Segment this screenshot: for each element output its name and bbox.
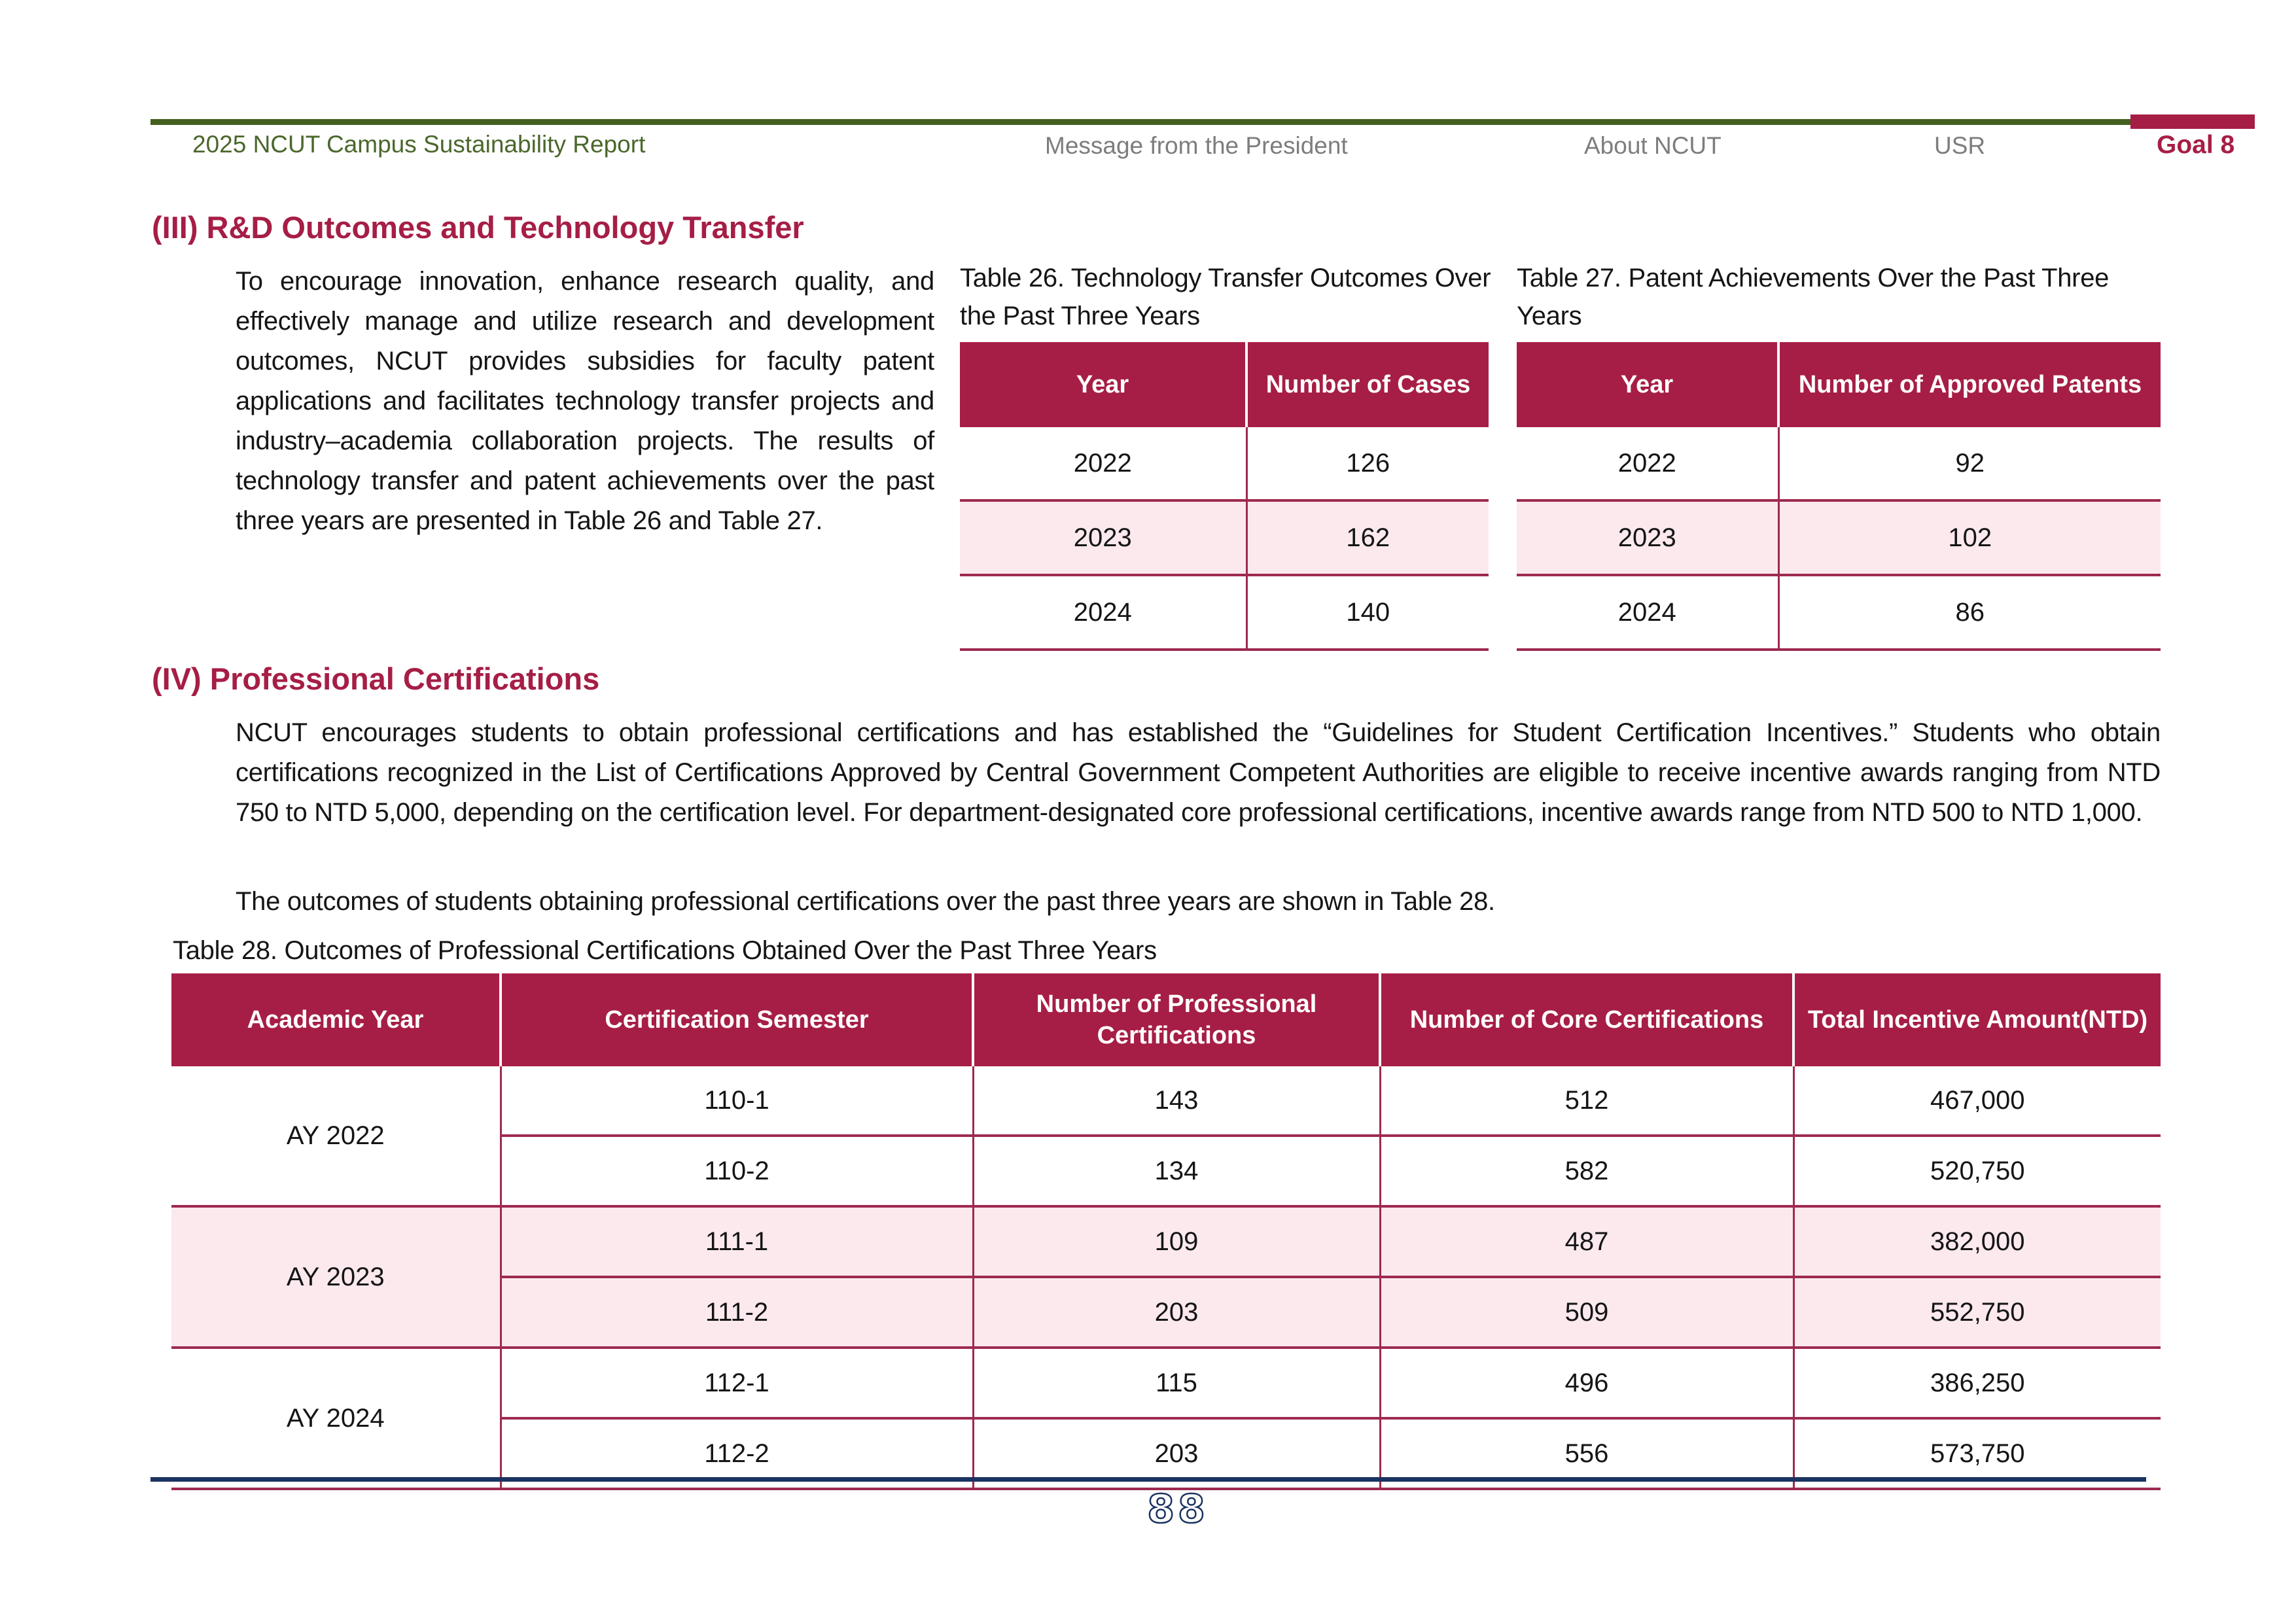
column-header-number-of-cases: Number of Cases: [1246, 342, 1489, 427]
page-number: 88: [1147, 1486, 1209, 1532]
value-cell: 520,750: [1793, 1136, 2161, 1206]
value-cell: 102: [1778, 500, 2161, 575]
value-cell: 556: [1380, 1418, 1793, 1489]
table-26: [960, 342, 1489, 651]
column-header-year: Year: [960, 342, 1246, 427]
table-row: [1517, 500, 2161, 575]
table-header-row: [171, 973, 2161, 1066]
table-row: [960, 500, 1489, 575]
value-cell: 382,000: [1793, 1206, 2161, 1277]
semester-cell: 111-1: [501, 1206, 973, 1277]
column-header-total-incentive: Total Incentive Amount(NTD): [1793, 973, 2161, 1066]
nav-item-message-from-president[interactable]: Message from the President: [1045, 132, 1348, 159]
value-cell: 512: [1380, 1066, 1793, 1136]
table-row: [1517, 427, 2161, 500]
report-title: 2025 NCUT Campus Sustainability Report: [192, 131, 646, 158]
value-cell: 109: [973, 1206, 1380, 1277]
value-cell: 86: [1778, 575, 2161, 650]
table-row: [171, 1206, 2161, 1277]
value-cell: 386,250: [1793, 1348, 2161, 1418]
column-header-professional-certifications: Number of Professional Certifications: [973, 973, 1380, 1066]
value-cell: 92: [1778, 427, 2161, 500]
section-3-paragraph: To encourage innovation, enhance research quality, and effectively manage and utilize research and development outcomes, NCUT provides subsidies for faculty patent applications and facilitates technology transfer projects and industry–academia collaboration projects. The results of technology transfer and patent achievements over the past three years are presented in Table 26 and Table 27.: [236, 267, 934, 535]
value-cell: 162: [1246, 500, 1489, 575]
section-4-paragraph-2: The outcomes of students obtaining professional certifications over the past three years are shown in Table 28.: [236, 887, 1495, 916]
section-3-heading: (III) R&D Outcomes and Technology Transfer: [152, 210, 804, 245]
nav-item-usr[interactable]: USR: [1934, 132, 1986, 159]
column-header-approved-patents: Number of Approved Patents: [1778, 342, 2161, 427]
year-cell: 2022: [1517, 427, 1778, 500]
year-cell: 2024: [1517, 575, 1778, 650]
value-cell: 126: [1246, 427, 1489, 500]
value-cell: 140: [1246, 575, 1489, 650]
column-header-year: Year: [1517, 342, 1778, 427]
section-4-paragraph-1: NCUT encourages students to obtain professional certifications and has established the “Guidelines for Student Certification Incentives.” Students who obtain certifications recognized in the List of Certifications Approved by Central Government Competent Authorities are eligible to receive incentive awards ranging from NTD 750 to NTD 5,000, depending on the certification level. For department-designated core professional certifications, incentive awards range from NTD 500 to NTD 1,000.: [236, 718, 2161, 827]
semester-cell: 110-1: [501, 1066, 973, 1136]
value-cell: 203: [973, 1277, 1380, 1348]
semester-cell: 112-2: [501, 1418, 973, 1489]
table-28: [171, 973, 2161, 1490]
footer-rule: [150, 1477, 2146, 1482]
table-row: [960, 427, 1489, 500]
active-tab-marker: [2130, 114, 2255, 129]
semester-cell: 110-2: [501, 1136, 973, 1206]
table-row: [171, 1066, 2161, 1136]
table-row: [171, 1348, 2161, 1418]
section-4-heading: (IV) Professional Certifications: [152, 661, 600, 696]
table-header-row: [1517, 342, 2161, 427]
nav-item-about-ncut[interactable]: About NCUT: [1584, 132, 1722, 159]
table-26-caption: Table 26. Technology Transfer Outcomes Over the Past Three Years: [960, 264, 1491, 330]
header-rule: [150, 119, 2130, 125]
value-cell: 115: [973, 1348, 1380, 1418]
table-27: [1517, 342, 2161, 651]
value-cell: 487: [1380, 1206, 1793, 1277]
value-cell: 552,750: [1793, 1277, 2161, 1348]
table-27-caption: Table 27. Patent Achievements Over the Past Three Years: [1517, 264, 2110, 330]
value-cell: 496: [1380, 1348, 1793, 1418]
table-28-caption: Table 28. Outcomes of Professional Certifications Obtained Over the Past Three Years: [173, 936, 1157, 965]
semester-cell: 112-1: [501, 1348, 973, 1418]
academic-year-cell: AY 2023: [171, 1206, 501, 1348]
year-cell: 2023: [960, 500, 1246, 575]
table-row: [1517, 575, 2161, 650]
semester-cell: 111-2: [501, 1277, 973, 1348]
academic-year-cell: AY 2022: [171, 1066, 501, 1206]
column-header-academic-year: Academic Year: [171, 973, 501, 1066]
value-cell: 203: [973, 1418, 1380, 1489]
value-cell: 467,000: [1793, 1066, 2161, 1136]
value-cell: 143: [973, 1066, 1380, 1136]
academic-year-cell: AY 2024: [171, 1348, 501, 1489]
year-cell: 2024: [960, 575, 1246, 650]
value-cell: 134: [973, 1136, 1380, 1206]
year-cell: 2022: [960, 427, 1246, 500]
column-header-certification-semester: Certification Semester: [501, 973, 973, 1066]
table-row: [960, 575, 1489, 650]
nav-item-goal-8[interactable]: Goal 8: [2157, 131, 2235, 159]
year-cell: 2023: [1517, 500, 1778, 575]
column-header-core-certifications: Number of Core Certifications: [1380, 973, 1793, 1066]
value-cell: 573,750: [1793, 1418, 2161, 1489]
value-cell: 582: [1380, 1136, 1793, 1206]
table-header-row: [960, 342, 1489, 427]
value-cell: 509: [1380, 1277, 1793, 1348]
